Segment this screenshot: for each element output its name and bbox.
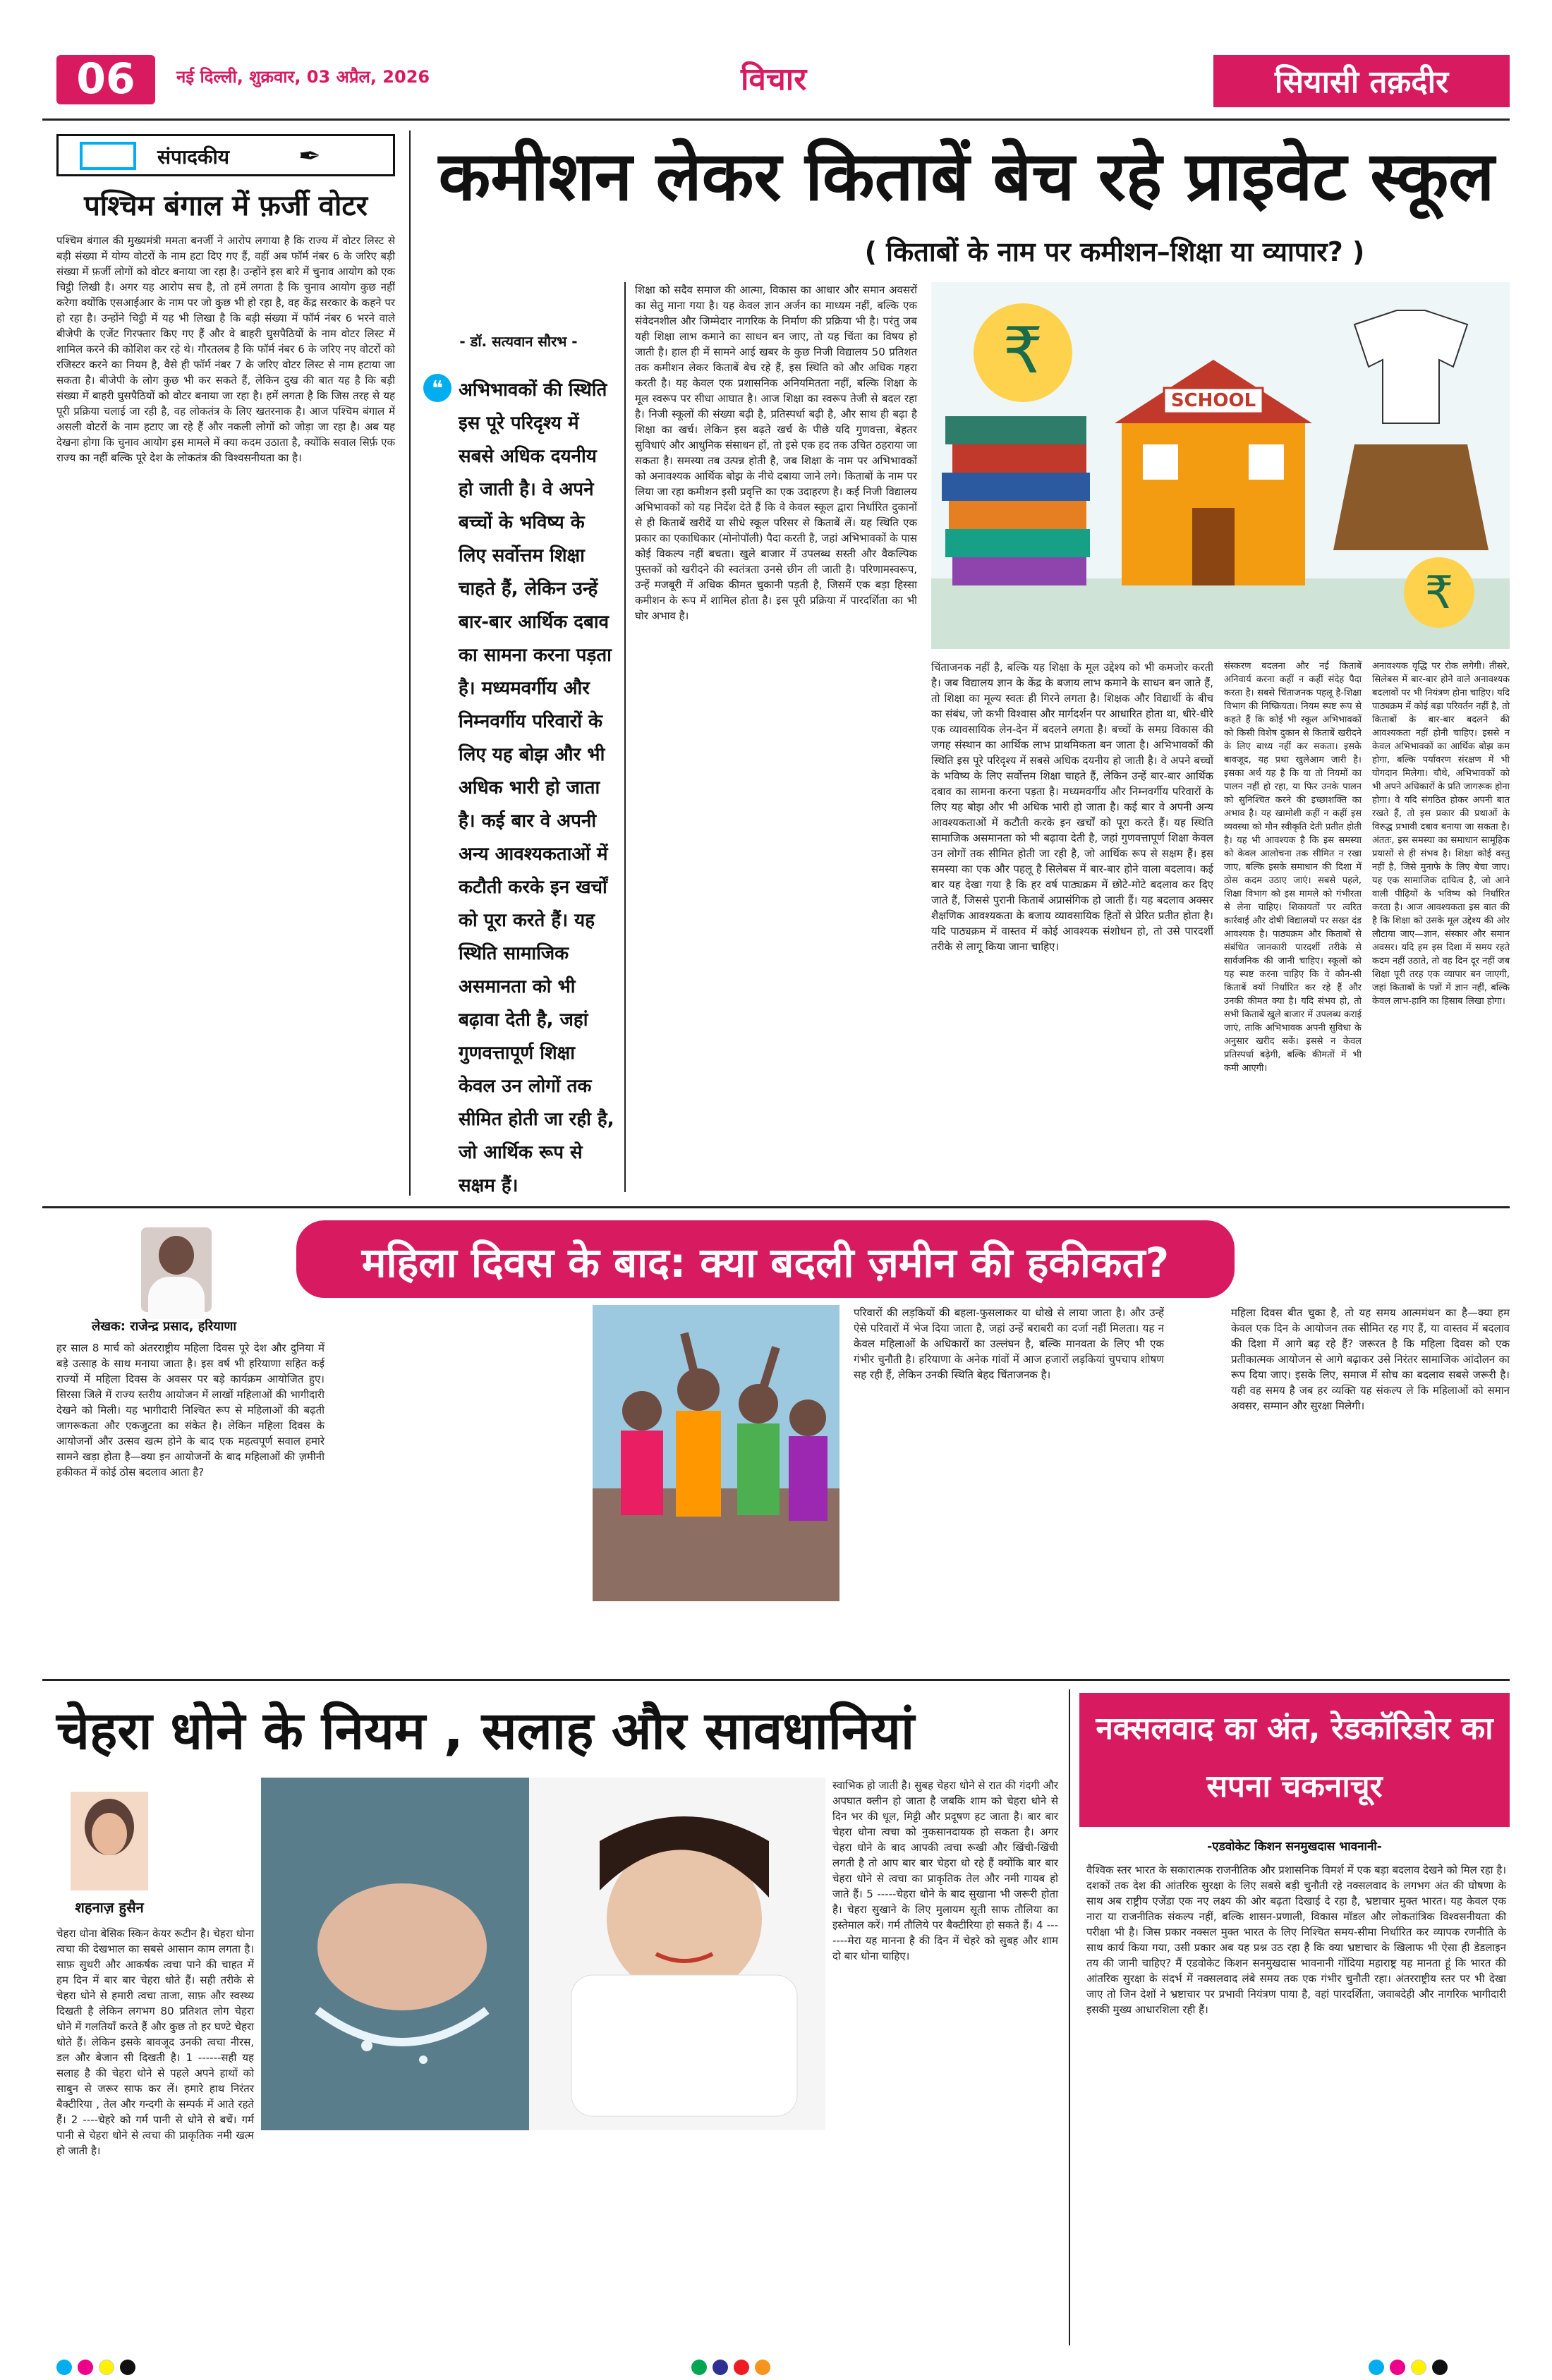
lead-col-2: चिंताजनक नहीं है, बल्कि यह शिक्षा के मूल उद्देश्य को भी कमजोर करती है। जब विद्यालय ज्ञान के केंद्र के बजाय लाभ कमाने के साधन बन जाते हैं, तो शिक्षा का मूल्य स्वतः ही गिरने लगता है। शिक्षक और विद्यार्थी के बीच का संबंध, जो कभी विश्वास और मार्गदर्शन पर आधारित होता था, धीरे-धीरे एक व्यावसायिक लेन-देन में बदलने लगता है। बच्चों के समग्र विकास की जगह संस्थान का आर्थिक लाभ प्राथमिकता बन जाता है। अभिभावकों की स्थिति इस पूरे परिदृश्य में सबसे अधिक दयनीय हो जाती है। वे अपने बच्चों के भविष्य के लिए सर्वोत्तम शिक्षा चाहते हैं, लेकिन उन्हें बार-बार आर्थिक दबाव का सामना करना पड़ता है। मध्यमवर्गीय और निम्नवर्गीय परिवारों के लिए यह बोझ और भी अधिक भारी हो जाता है। कई बार वे अपनी अन्य आवश्यकताओं में कटौती करके इन खर्चों को पूरा करते हैं। यह स्थिति सामाजिक असमानता को भी बढ़ावा देती है, जहां गुणवत्तापूर्ण शिक्षा केवल उन लोगों तक सीमित होती जा रही है, जो आर्थिक रूप से सक्षम हैं। इस समस्या का एक और पहलू है सिलेबस में बार-बार होने वाला बदलाव। कई बार यह देखा गया है कि हर वर्ष पाठ्यक्रम में छोटे-मोटे बदलाव कर दिए जाते हैं, जिससे पुरानी किताबें अप्रासंगिक हो जाती हैं। यह बदलाव अक्सर शैक्षणिक आवश्यकता के बजाय व्यावसायिक हितों से प्रेरित प्रतीत होता है। यदि पाठ्यक्रम में वास्तव में कोई आवश्यक संशोधन हो, तो उसे पारदर्शी तरीके से लागू किया जाना चाहिए।	[931, 661, 1213, 953]
face-washing-photo	[261, 1778, 825, 2130]
page-number: 06	[76, 54, 135, 104]
color-dot	[1369, 2360, 1384, 2375]
masthead	[42, 49, 1510, 116]
editorial-title: पश्चिम बंगाल में फ़र्जी वोटर	[84, 190, 368, 222]
quote-icon: ❝	[423, 374, 451, 402]
color-dot	[734, 2360, 749, 2375]
author-avatar	[141, 1227, 212, 1312]
section-rule-1	[42, 1206, 1510, 1208]
school-sign: SCHOOL	[1170, 390, 1256, 411]
footer-color-bar-right	[1369, 2360, 1453, 2378]
editorial-label: संपादकीय	[157, 145, 229, 169]
lead-subheadline: ( किताबों के नाम पर कमीशन–शिक्षा या व्यापार? )	[864, 236, 1365, 267]
face-wash-headline: चेहरा धोने के नियम , सलाह और सावधानियां	[56, 1701, 915, 1761]
rupee-icon	[974, 303, 1072, 402]
naxal-body: वैश्विक स्तर भारत के सकारात्मक राजनीतिक और प्रशासनिक विमर्श में एक बड़ा बदलाव देखने को मिल रहा है। दशकों तक देश की आंतरिक सुरक्षा के लिए सबसे बड़ी चुनौती रहे नक्सलवाद के लगभग अंत की घोषणा के साथ अब राष्ट्रीय एजेंडा एक नए लक्ष्य की ओर बढ़ता दिखाई दे रहा है, भ्रष्टाचार मुक्त भारत। यह केवल एक नारा या राजनीतिक संकल्प नहीं, बल्कि शासन-प्रणाली, विकास मॉडल और लोकतांत्रिक विश्वसनीयता की परीक्षा भी है। जिस प्रकार नक्सल मुक्त भारत के लिए निश्चित समय-सीमा निर्धारित कर व्यापक रणनीति के साथ कार्य किया गया, उसी प्रकार अब यह प्रश्न उठ रहा है कि क्या भ्रष्टाचार के खिलाफ भी ऐसा ही डेडलाइन तय की जानी चाहिए? मैं एडवोकेट किशन सनमुखदास भावनानी गोंदिया महाराष्ट्र यह मानता हूं कि भारत की आंतरिक सुरक्षा के संदर्भ में नक्सलवाद लंबे समय तक एक गंभीर चुनौती रहा। अंतरराष्ट्रीय स्तर पर भी देखा जाए तो जिन देशों ने भ्रष्टाचार पर प्रभावी नियंत्रण पाया है, वहां पारदर्शिता, जवाबदेही और नागरिक भागीदारी इसकी मुख्य आधारशिला रही हैं।	[1086, 1864, 1506, 2016]
color-dot	[713, 2360, 728, 2375]
womens-day-col-2: परिवारों की लड़कियों की बहला-फुसलाकर या धोखे से लाया जाता है। और उन्हें ऐसे परिवारों में भेज दिया जाता है, जहां उन्हें बराबरी का दर्जा नहीं मिलता। यह न केवल महिलाओं के अधिकारों का उल्लंघन है, बल्कि मानवता के लिए भी एक गंभीर चुनौती है। हरियाणा के अनेक गांवों में आज हजारों लड़कियां चुपचाप शोषण सह रही हैं, लेकिन उनकी स्थिति बेहद चिंताजनक है।	[854, 1306, 1164, 1381]
footer-color-bar-left	[56, 2360, 141, 2378]
womens-day-byline: लेखक: राजेन्द्र प्रसाद, हरियाणा	[92, 1319, 237, 1334]
editorial-box-icon	[80, 142, 136, 170]
face-wash-col-2: स्वाभिक हो जाती है। सुबह चेहरा धोने से रात की गंदगी और अपघात क्लीन हो जाता है जबकि शाम को चेहरा धोने से दिन भर की धूल, मिट्टी और प्रदूषण हट जाता है। बार बार चेहरा धोना त्वचा को नुकसानदायक हो सकता है। अगर चेहरा धोने के बाद आपकी त्वचा रूखी और खिंची-खिंची लगती है तो आप बार बार चेहरा धो रहे हैं क्योंकि बार बार चेहरा धोने से त्वचा का प्राकृतिक तेल और नमी गायब हो जाते हैं। 5 -----चेहरा धोने के बाद सुखाना भी जरूरी होता है। चेहरा सुखाने के लिए मुलायम सूती साफ तौलिया का इस्तेमाल करें। गर्म तौलिये पर बैक्टीरिया हो सकते हैं। 4 -------मेरा यह मानना है की दिन में चेहरे को सुबह और शाम दो बार धोना चाहिए।	[832, 1779, 1058, 1962]
lead-author: - डॉ. सत्यवान सौरभ -	[459, 333, 578, 350]
uniform-icon	[1333, 310, 1489, 550]
face-wash-author: शहनाज़ हुसैन	[75, 1899, 144, 1916]
lead-illustration	[931, 282, 1510, 649]
svg-text:₹: ₹	[1002, 314, 1043, 388]
svg-text:₹: ₹	[1424, 567, 1454, 619]
lead-col-4: अनावश्यक वृद्धि पर रोक लगेगी। तीसरे, सिलेबस में बार-बार होने वाले अनावश्यक बदलावों पर भी नियंत्रण होना चाहिए। यदि पाठ्यक्रम में कोई बड़ा परिवर्तन नहीं है, तो किताबों के बार-बार बदलने की आवश्यकता नहीं होनी चाहिए। इससे न केवल अभिभावकों का आर्थिक बोझ कम होगा, बल्कि पर्यावरण संरक्षण में भी योगदान मिलेगा। चौथे, अभिभावकों को भी अपने अधिकारों के प्रति जागरूक होना होगा। वे यदि संगठित होकर अपनी बात रखते हैं, तो इस प्रकार की प्रथाओं के विरुद्ध प्रभावी दबाव बनाया जा सकता है। अंततः, इस समस्या का समाधान सामूहिक प्रयासों से ही संभव है। शिक्षा कोई वस्तु नहीं है, जिसे मुनाफे के लिए बेचा जाए। यह एक सामाजिक दायित्व है, जो आने वाली पीढ़ियों के भविष्य को निर्धारित करता है। आज आवश्यकता इस बात की है कि शिक्षा को उसके मूल उद्देश्य की ओर लौटाया जाए—ज्ञान, संस्कार और समान अवसर। यदि हम इस दिशा में समय रहते कदम नहीं उठाते, तो वह दिन दूर नहीं जब शिक्षा पूरी तरह एक व्यापार बन जाएगी, जहां किताबों के पन्नों में ज्ञान नहीं, बल्कि केवल लाभ-हानि का हिसाब लिखा होगा।	[1372, 661, 1510, 1007]
womens-day-col-3: महिला दिवस बीत चुका है, तो यह समय आत्ममंथन का है—क्या हम केवल एक दिन के आयोजन तक सीमित रह गए हैं, या वास्तव में बदलाव की दिशा में आगे बढ़ रहे हैं? जरूरत है कि महिला दिवस को एक प्रतीकात्मक आयोजन से आगे बढ़ाकर उसे निरंतर सामाजिक आंदोलन का रूप दिया जाए। इसके लिए, समाज में सोच का बदलाव सबसे जरूरी है। यही वह समय है जब हर व्यक्ति यह संकल्प ले कि महिलाओं को समान अवसर, सम्मान और सुरक्षा मिलेगी।	[1231, 1306, 1510, 1412]
lead-pullquote: अभिभावकों की स्थिति इस पूरे परिदृश्य में सबसे अधिक दयनीय हो जाती है। वे अपने बच्चों के भविष्य के लिए सर्वोत्तम शिक्षा चाहते हैं, लेकिन उन्हें बार-बार आर्थिक दबाव का सामना करना पड़ता है। मध्यमवर्गीय और निम्नवर्गीय परिवारों के लिए यह बोझ और भी अधिक भारी हो जाता है। कई बार वे अपनी अन्य आवश्यकताओं में कटौती करके इन खर्चों को पूरा करते हैं। यह स्थिति सामाजिक असमानता को भी बढ़ावा देती है, जहां गुणवत्तापूर्ण शिक्षा केवल उन लोगों तक सीमित होती जा रही है, जो आर्थिक रूप से सक्षम हैं।	[459, 380, 614, 1196]
naxal-divider	[1069, 1689, 1070, 2345]
header-rule	[42, 119, 1510, 121]
editorial-label-bar	[56, 134, 395, 176]
color-dot	[120, 2360, 135, 2375]
naxal-headline: नक्सलवाद का अंत, रेडकॉरिडोर का सपना चकनाचूर	[1096, 1711, 1493, 1804]
section-right: सियासी तक़दीर	[1274, 64, 1449, 100]
color-dot	[78, 2360, 93, 2375]
face-wash-col-1: चेहरा धोना बेसिक स्किन केयर रूटीन है। चेहरा धोना त्वचा की देखभाल का सबसे आसान काम लगता है। साफ़ सुथरी और आकर्षक त्वचा पाने की चाहत में हम दिन में बार बार चेहरा धोते हैं। सही तरीके से चेहरा धोने से हमारी त्वचा ताजा, साफ़ और स्वस्थ्य दिखती है लेकिन लगभग 80 प्रतिशत लोग चेहरा धोने में गलतियाँ करते हैं और कुछ तो हर घण्टे चेहरा धोते हैं। लेकिन इसके बावजूद उनकी त्वचा नीरस, डल और बेजान सी दिखती है। 1 ------सही यह सलाह है की चेहरा धोने से पहले अपने हाथों को साबुन से जरूर साफ कर लें। हमारे हाथ निरंतर बैक्टीरिया , तेल और गन्दगी के सम्पर्क में आते रहते हैं। 2 ----चेहरे को गर्म पानी से धोने से बचें। गर्म पानी से चेहरा धोने से त्वचा की प्राकृतिक नमी खत्म हो जाती है।	[56, 1927, 254, 2157]
color-dot	[1432, 2360, 1448, 2375]
color-dot	[691, 2360, 707, 2375]
face-wash-author-photo	[71, 1792, 148, 1890]
lead-col-3b: संस्करण बदलना और नई किताबें अनिवार्य करना कहीं न कहीं संदेह पैदा करता है। सबसे चिंताजनक पहलू है-शिक्षा विभाग की निष्क्रियता। नियम स्पष्ट रूप से कहते हैं कि कोई भी स्कूल अभिभावकों को किसी विशेष दुकान से किताबें खरीदने के लिए बाध्य नहीं कर सकता। इसके बावजूद, यह प्रथा खुलेआम जारी है। इसका अर्थ यह है कि या तो नियमों का पालन नहीं हो रहा, या फिर उनके पालन को सुनिश्चित करने की इच्छाशक्ति का अभाव है। यह खामोशी कहीं न कहीं इस व्यवस्था को मौन स्वीकृति देती प्रतीत होती है। यह भी आवश्यक है कि इस समस्या को केवल आलोचना तक सीमित न रखा जाए, बल्कि इसके समाधान की दिशा में ठोस कदम उठाए जाएं। सबसे पहले, शिक्षा विभाग को इस मामले को गंभीरता से लेना चाहिए। शिकायतों पर त्वरित कार्रवाई और दोषी विद्यालयों पर सख्त दंड आवश्यक है। पाठ्यक्रम और किताबों से संबंधित जानकारी पारदर्शी तरीके से सार्वजनिक की जानी चाहिए। स्कूलों को यह स्पष्ट करना चाहिए कि वे कौन-सी किताबें क्यों निर्धारित कर रहे हैं और उनकी कीमत क्या है। यदि संभव हो, तो सभी किताबें खुले बाजार में उपलब्ध कराई जाएं, ताकि अभिभावक अपनी सुविधा के अनुसार खरीद सकें। इससे न केवल प्रतिस्पर्धा बढ़ेगी, बल्कि कीमतों में भी कमी आएगी।	[1224, 661, 1362, 1074]
book-stack	[942, 416, 1090, 585]
dateline: नई दिल्ली, शुक्रवार, 03 अप्रैल, 2026	[176, 67, 430, 87]
women-group-photo	[593, 1305, 839, 1601]
section-rule-2	[42, 1679, 1510, 1681]
womens-day-headline: महिला दिवस के बाद: क्या बदली ज़मीन की हकीकत?	[361, 1239, 1170, 1287]
color-dot	[755, 2360, 770, 2375]
editorial-divider	[409, 130, 411, 1196]
pen-icon: ✒	[298, 140, 321, 171]
color-dot	[1411, 2360, 1426, 2375]
lead-col-1: शिक्षा को सदैव समाज की आत्मा, विकास का आधार और समान अवसरों का सेतु माना गया है। यह केवल ज्ञान अर्जन का माध्यम नहीं, बल्कि एक संवेदनशील और जिम्मेदार नागरिक के निर्माण की प्रक्रिया भी है। परंतु जब यही शिक्षा लाभ कमाने का साधन बन जाए, तो यह चिंता का विषय हो जाती है। हाल ही में सामने आई खबर के कुछ निजी विद्यालय 50 प्रतिशत तक कमीशन लेकर किताबें बेच रहे हैं, इस स्थिति को और अधिक गहरा करती है। यह केवल एक प्रशासनिक अनियमितता नहीं, बल्कि शिक्षा के मूल स्वरूप पर सीधा आघात है। आज शिक्षा का स्वरूप तेजी से बदल रहा है। निजी स्कूलों की संख्या बढ़ी है, प्रतिस्पर्धा बढ़ी है, और साथ ही बढ़ा है शिक्षा का खर्च। लेकिन इस बढ़ते खर्च के पीछे यदि गुणवत्ता, बेहतर सुविधाएं और आधुनिक संसाधन हों, तो इसे एक हद तक उचित ठहराया जा सकता है। समस्या तब उत्पन्न होती है, जब शिक्षा के नाम पर अभिभावकों को अनावश्यक आर्थिक बोझ के नीचे दबाया जाने लगे। किताबों के नाम पर लिया जा रहा कमीशन इसी प्रवृत्ति का एक उदाहरण है। कई निजी विद्यालय अभिभावकों को यह निर्देश देते हैं कि वे केवल स्कूल द्वारा निर्धारित दुकानों से ही किताबें खरीदें या सीधे स्कूल परिसर से किताबें लें। यह स्थिति एक प्रकार का एकाधिकार (मोनोपॉली) पैदा करती है, जहां अभिभावकों के पास कोई विकल्प नहीं बचता। खुले बाजार में उपलब्ध सस्ती और वैकल्पिक पुस्तकों को खरीदने की स्वतंत्रता उनसे छीन ली जाती है। परिणामस्वरूप, उन्हें मजबूरी में अधिक कीमत चुकानी पड़ती है, जिसमें एक बड़ा हिस्सा कमीशन के रूप में शामिल होता है। इस पूरी प्रक्रिया में पारदर्शिता का भी घोर अभाव है।	[635, 284, 917, 622]
editorial-body: पश्चिम बंगाल की मुख्यमंत्री ममता बनर्जी ने आरोप लगाया है कि राज्य में वोटर लिस्ट से बड़ी संख्या में योग्य वोटरों के नाम हटा दिए गए हैं, वहीं अब फॉर्म नंबर 6 के जरिए बड़ी संख्या में फ़र्जी लोगों को वोटर बनाया जा रहा है। उन्होंने इस बारे में चुनाव आयोग को एक चिट्ठी लिखी है। अगर यह आरोप सच है, तो हमें लगता है कि चुनाव आयोग कुछ नहीं करेगा क्योंकि एसआईआर के नाम पर जो कुछ भी हो रहा है, वह केंद्र सरकार के कहने पर हो रहा है। उन्होंने चिट्ठी में यह भी लिखा है कि बड़ी संख्या में फॉर्म नंबर 6 भरने वाले बीजेपी के एजेंट गिरफ्तार किए गए हैं और वे बाहरी घुसपैठियों के नाम वोटर लिस्ट में शामिल करने की कोशिश कर रहे थे। गौरतलब है कि फॉर्म नंबर 6 के जरिए नए वोटरों को रजिस्टर करने का नियम है, वैसे ही फॉर्म नंबर 7 के जरिए वोटर लिस्ट से नाम हटाया जा सकता है। बीजेपी के लोग कुछ भी कर सकते हैं, लेकिन दुख की बात यह है कि बड़ी संख्या में बाहरी घुसपैठियों को वोटर बनाया जा रहा है। हमें लगता है कि जिस तरह से यह पूरी प्रक्रिया चलाई जा रही है, वह लोकतंत्र के लिए खतरनाक है। आज पश्चिम बंगाल में असली वोटरों के नाम हटाए जा रहे हैं और नकली लोगों को जोड़ा जा रहा है। अब यह देखना होगा कि चुनाव आयोग इस मामले में क्या कदम उठाता है, क्योंकि सवाल सिर्फ़ एक राज्य का नहीं बल्कि पूरे देश के लोकतंत्र की विश्वसनीयता का है।	[56, 234, 395, 464]
pullquote-divider	[624, 282, 626, 1192]
school-illustration	[931, 282, 1510, 649]
footer-color-bar-center	[691, 2360, 776, 2378]
color-dot	[1390, 2360, 1405, 2375]
color-dot	[99, 2360, 114, 2375]
lead-headline: कमीशन लेकर किताबें बेच रहे प्राइवेट स्कूल	[438, 137, 1495, 216]
color-dot	[56, 2360, 72, 2375]
womens-day-col-1: हर साल 8 मार्च को अंतरराष्ट्रीय महिला दिवस पूरे देश और दुनिया में बड़े उत्साह के साथ मनाया जाता है। इस वर्ष भी हरियाणा सहित कई राज्यों में महिला दिवस के अवसर पर बड़े कार्यक्रम आयोजित हुए। सिरसा जिले में राज्य स्तरीय आयोजन में लाखों महिलाओं की भागीदारी देखने को मिली। यह भागीदारी निश्चित रूप से महिलाओं की बढ़ती जागरूकता और एकजुटता का संकेत है। लेकिन महिला दिवस के आयोजनों और उत्सव खत्म होने के बाद एक महत्वपूर्ण सवाल हमारे सामने खड़ा होता है—क्या इन आयोजनों के बाद महिलाओं की ज़मीनी हकीकत में कोई ठोस बदलाव आता है?	[56, 1342, 325, 1479]
face-wash-photo	[261, 1778, 825, 2130]
naxal-author: -एडवोकेट किशन सनमुखदास भावनानी-	[1207, 1840, 1382, 1854]
rupee-icon-small	[1404, 557, 1474, 628]
section-title: विचार	[741, 61, 807, 97]
womens-day-photo	[593, 1305, 839, 1601]
